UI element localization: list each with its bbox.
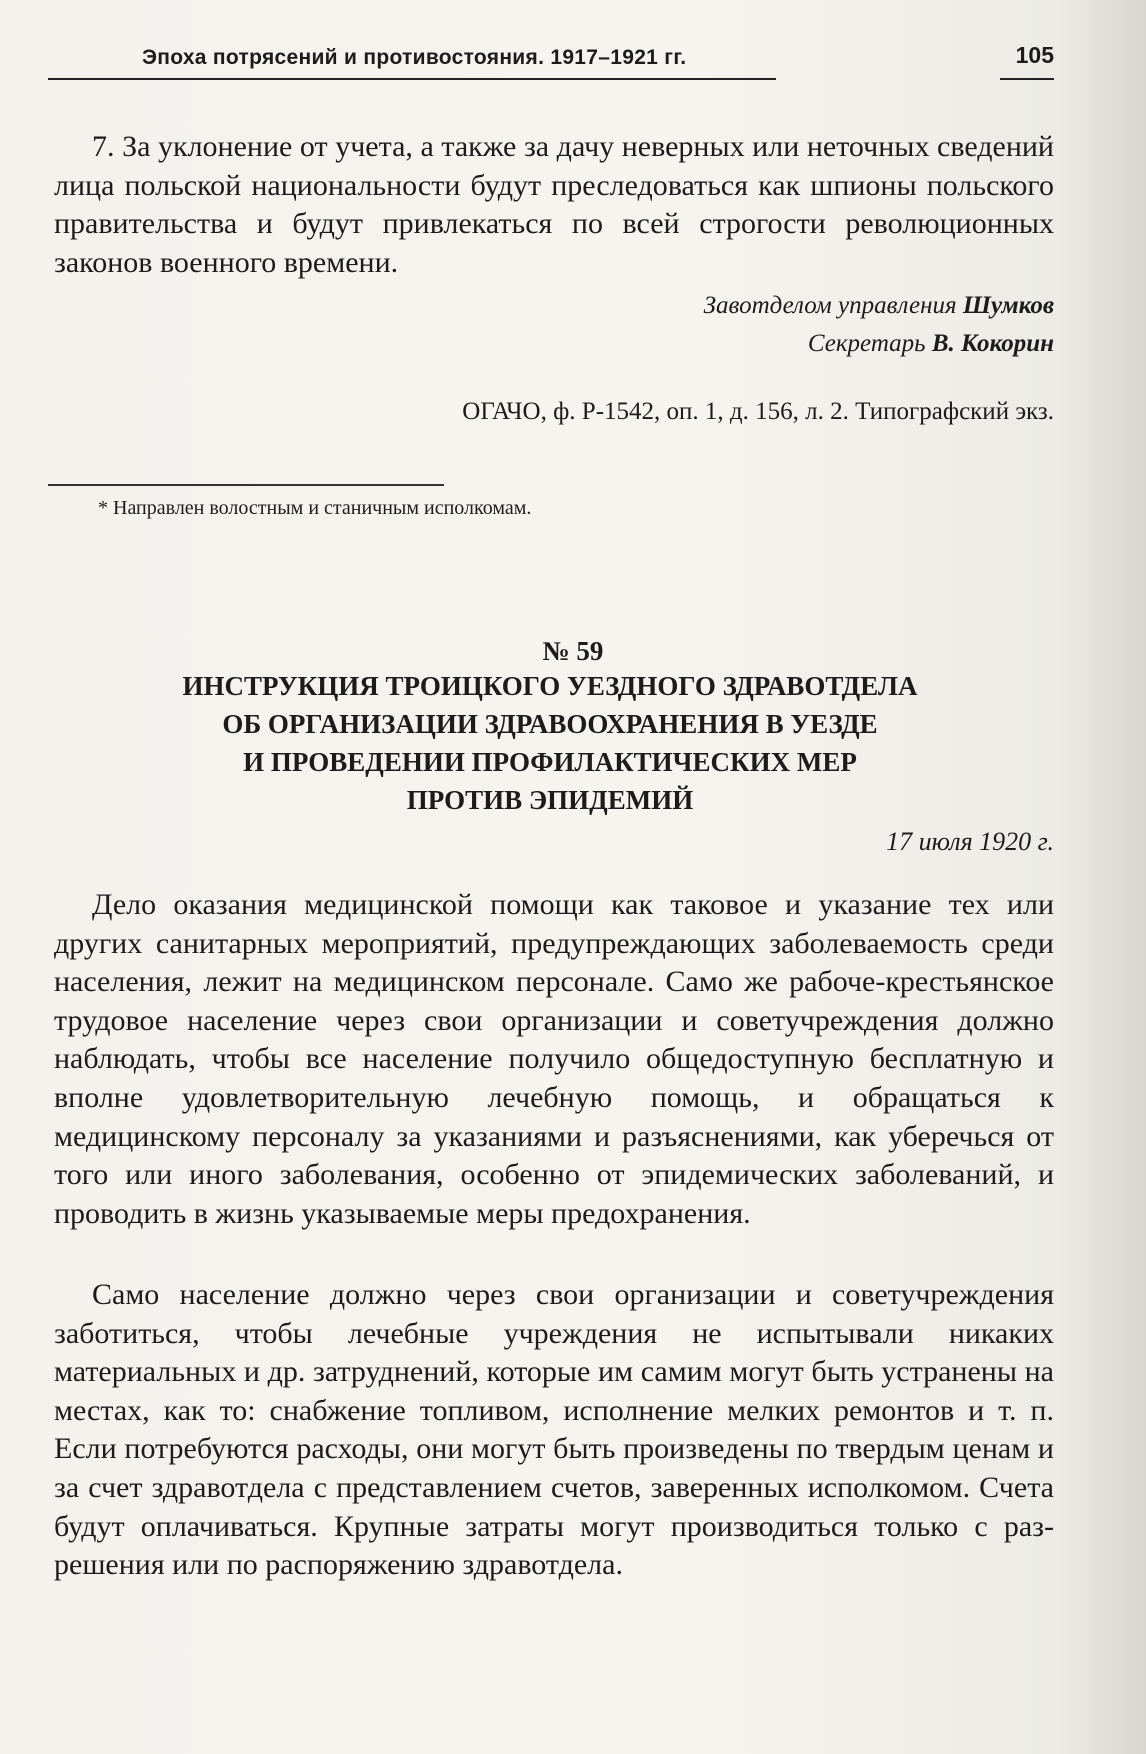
signature-secretary [808,330,1054,358]
page-header [48,40,1054,84]
page-number-rule [1000,78,1054,80]
signature-role: Завотделом управления [703,292,957,319]
body-paragraph: Само население должно через свои организации и советучреждения заботиться, чтобы лечебные учреждения не испытывали никаких материальных и др. затруднений, которые им самим могут быть устранены на местах, как то: снабжение топливом, исполнение мелких ремонтов и т. п. Если потребуются расходы, они могут быть произведены по твердым ценам и за счет здравотдела с представлением счетов, заверенных исполкомом. Счета будут оплачиваться. Крупные затраты могут производиться только с разрешения или по распоряжению здравотдела. [54,1278,1054,1582]
archive-reference: ОГАЧО, ф. Р-1542, оп. 1, д. 156, л. 2. Типографский экз. [462,398,1054,425]
footnote: * Направлен волостным и станичным исполкомам. [98,497,532,519]
signature-role: Секретарь [807,330,926,357]
signature-name: В. Кокорин [931,330,1054,357]
title-line: ОБ ОРГАНИЗАЦИИ ЗДРАВООХРАНЕНИЯ В УЕЗДЕ [222,709,878,739]
document-number: № 59 [542,636,604,666]
footnote-rule [48,484,444,486]
title-line: И ПРОВЕДЕНИИ ПРОФИЛАКТИЧЕСКИХ МЕР [243,747,857,777]
page-number: 105 [1015,42,1054,68]
running-title: Эпоха потрясений и противостояния. 1917–1921 гг. [142,46,687,69]
document-date: 17 июля 1920 г. [886,827,1054,856]
signature-name: Шумков [962,292,1054,319]
document-title [100,667,1000,819]
header-rule [48,78,776,80]
signature-head [704,292,1054,320]
title-line: ИНСТРУКЦИЯ ТРОИЦКОГО УЕЗДНОГО ЗДРАВОТДЕЛА [182,671,918,701]
title-line: ПРОТИВ ЭПИДЕМИЙ [406,785,694,815]
body-paragraph: Дело оказания медицинской помощи как таковое и указание тех или других санитарных мероприятий, предупреждающих заболеваемость среди населения, лежит на медицинском персонале. Само же рабоче-крестьянское трудовое население через свои организации и советучреждения должно наблюдать, чтобы все население получило общедоступную бесплатную и вполне удовлетворительную лечебную помощь, и обращаться к медицинскому персоналу за указаниями и разъяснениями, как уберечься от того или иного заболевания, особенно от эпидемических заболеваний, и проводить в жизнь указываемые меры предохранения. [54,888,1054,1230]
paragraph-7: 7. За уклонение от учета, а также за дачу неверных или неточных сведений лица польской национальности будут преследоваться как шпионы польского правительства и будут привлекаться по всей строгости революционных законов военного времени. [54,130,1054,279]
